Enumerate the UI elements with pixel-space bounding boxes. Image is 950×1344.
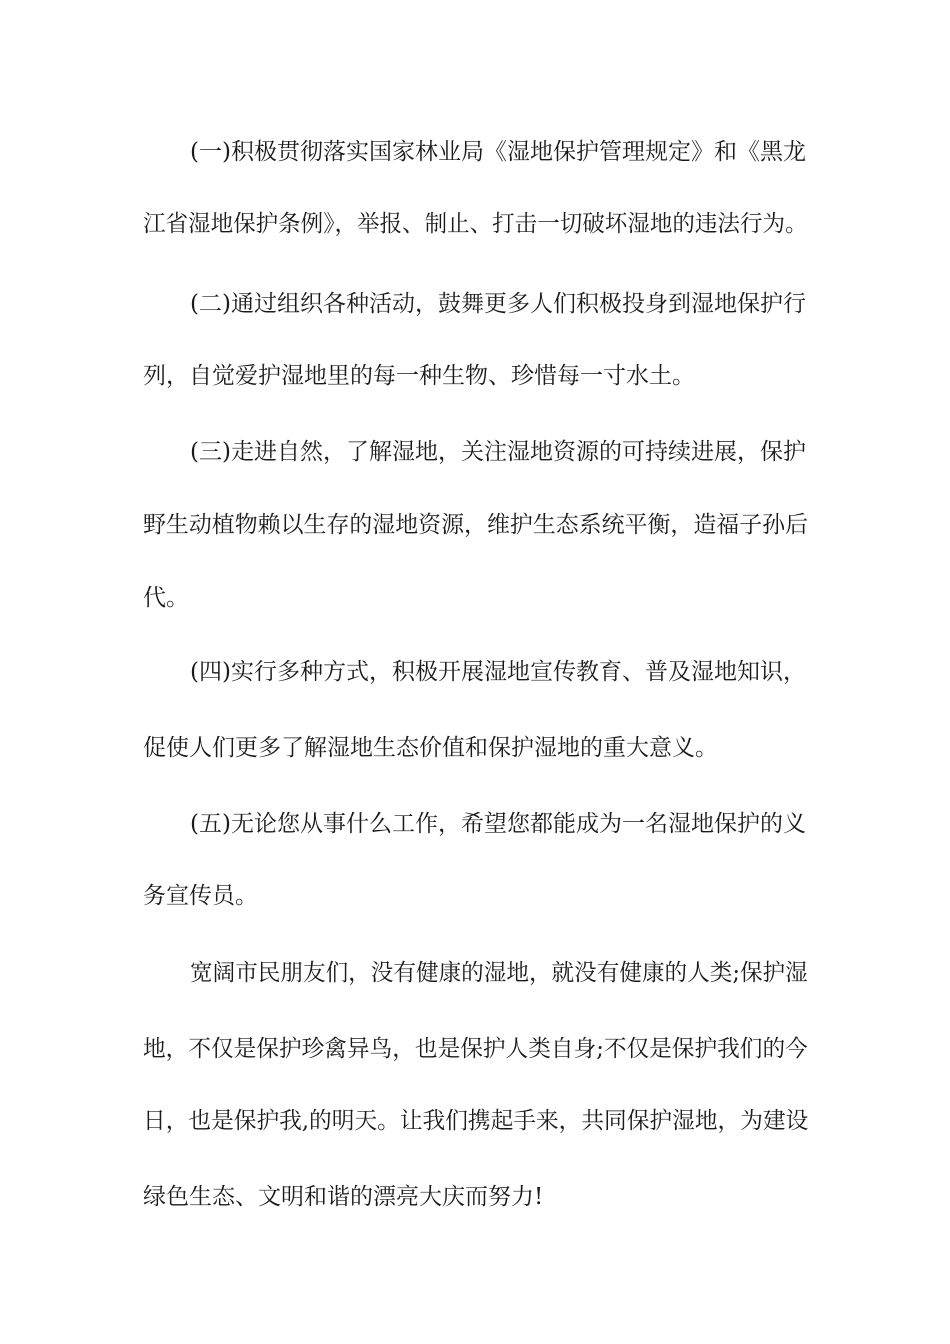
paragraph-4-line-2	[0, 728, 950, 768]
paragraph-text: 绿色生态、文明和谐的漂亮大庆而努力!	[143, 1184, 544, 1210]
paragraph-1-line-1	[0, 132, 950, 172]
paragraph-text: (三)走进自然，了解湿地，关注湿地资源的可持续进展，保护	[190, 439, 806, 465]
paragraph-5-line-1	[0, 804, 950, 844]
paragraph-text: 江省湿地保护条例》，举报、制止、打击一切破坏湿地的违法行为。	[143, 211, 808, 237]
paragraph-text: 宽阔市民朋友们，没有健康的湿地，就没有健康的人类;保护湿	[190, 960, 808, 986]
paragraph-4-line-1	[0, 652, 950, 692]
paragraph-text: 日，也是保护我,的明天。让我们携起手来，共同保护湿地，为建设	[143, 1108, 809, 1134]
paragraph-3-line-2	[0, 505, 950, 545]
paragraph-6-line-2	[0, 1029, 950, 1069]
paragraph-text: (一)积极贯彻落实国家林业局《湿地保护管理规定》和《黑龙	[190, 139, 806, 165]
paragraph-3-line-1	[0, 432, 950, 472]
paragraph-text: (五)无论您从事什么工作，希望您都能成为一名湿地保护的义	[190, 811, 806, 837]
paragraph-3-line-3	[0, 578, 950, 618]
paragraph-text: 野生动植物赖以生存的湿地资源，维护生态系统平衡，造福子孙后	[143, 512, 808, 538]
paragraph-text: 务宣传员。	[143, 883, 258, 909]
paragraph-6-line-1	[0, 953, 950, 993]
paragraph-text: (四)实行多种方式，积极开展湿地宣传教育、普及湿地知识，	[190, 659, 806, 685]
paragraph-6-line-3	[0, 1101, 950, 1141]
paragraph-text: (二)通过组织各种活动，鼓舞更多人们积极投身到湿地保护行	[190, 291, 806, 317]
paragraph-text: 列，自觉爱护湿地里的每一种生物、珍惜每一寸水土。	[143, 363, 695, 389]
paragraph-5-line-2	[0, 876, 950, 916]
paragraph-1-line-2	[0, 204, 950, 244]
paragraph-text: 地，不仅是保护珍禽异鸟，也是保护人类自身;不仅是保护我们的今	[143, 1036, 808, 1062]
paragraph-6-line-4	[0, 1177, 950, 1217]
paragraph-text: 代。	[143, 585, 189, 611]
paragraph-2-line-1	[0, 284, 950, 324]
paragraph-text: 促使人们更多了解湿地生态价值和保护湿地的重大意义。	[143, 735, 718, 761]
paragraph-2-line-2	[0, 356, 950, 396]
